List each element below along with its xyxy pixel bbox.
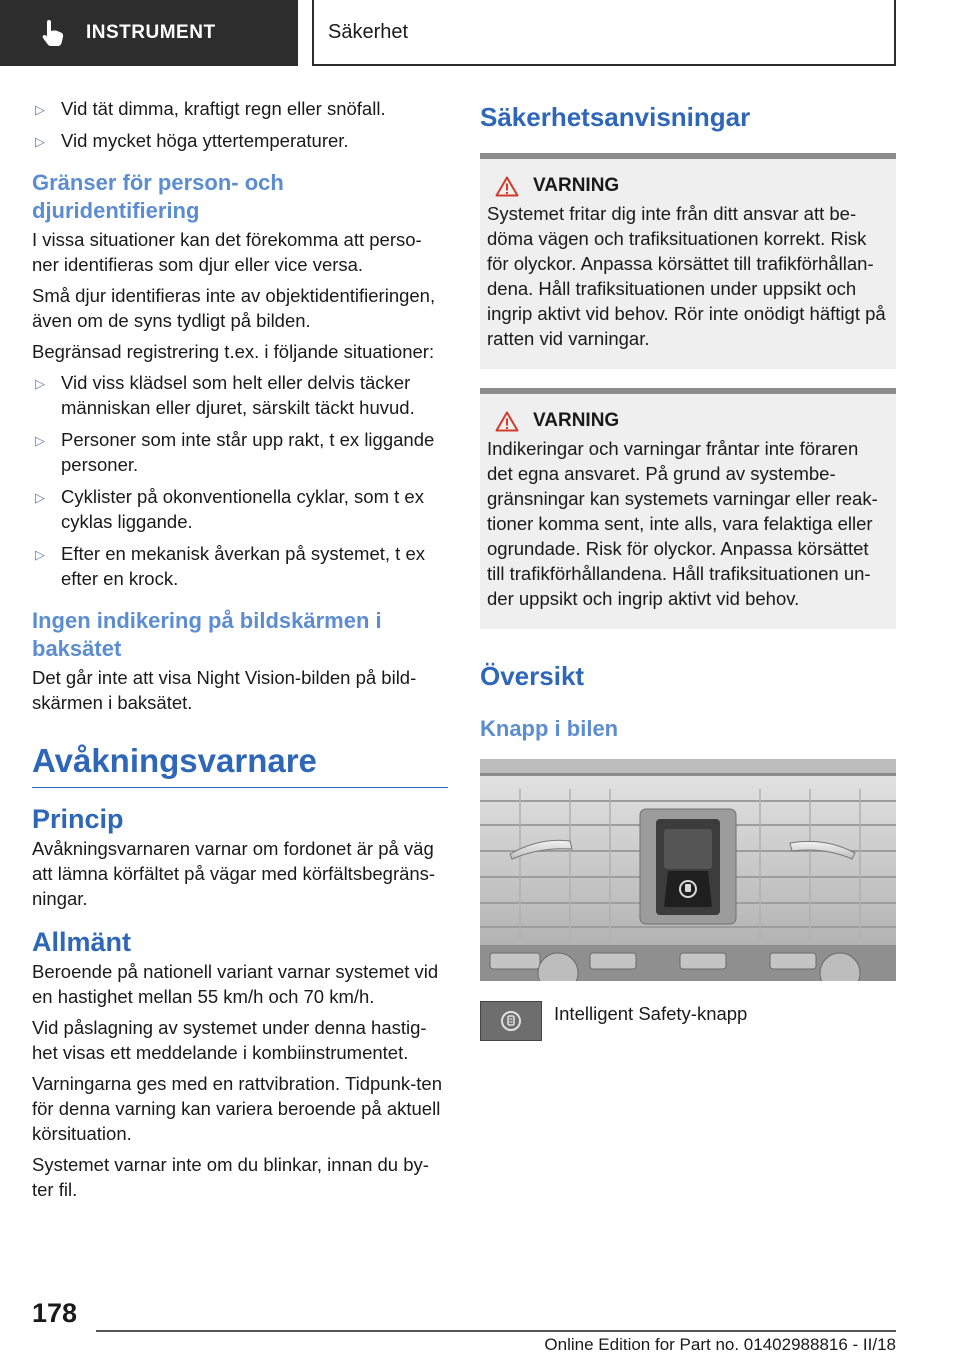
dashboard-photo xyxy=(480,759,896,981)
list-item: ▷ Personer som inte står upp rakt, t ex liggande personer. xyxy=(32,427,448,477)
warning-label: VARNING xyxy=(533,175,620,196)
page-title: Säkerhet xyxy=(312,0,896,66)
intelligent-safety-icon xyxy=(500,1010,522,1032)
heading-rear-display: Ingen indikering på bildskärmen i baksätet xyxy=(32,608,382,661)
footer-divider xyxy=(96,1330,896,1332)
section-heading-lane-departure: Avåkningsvarnare xyxy=(32,741,448,788)
page-number: 178 xyxy=(32,1298,78,1328)
figure-caption: Intelligent Safety-knapp xyxy=(554,1003,748,1024)
edition-footer: Online Edition for Part no. 01402988816 - II/18 xyxy=(544,1335,896,1354)
warning-box xyxy=(480,388,896,629)
safety-button-thumbnail xyxy=(480,1001,542,1041)
list-item: ▷ Efter en mekanisk åverkan på systemet, t ex efter en krock. xyxy=(32,541,448,591)
warning-triangle-icon xyxy=(495,411,519,432)
heading-overview: Översikt xyxy=(480,661,585,691)
heading-general: Allmänt xyxy=(32,927,132,957)
pointing-hand-icon xyxy=(40,18,66,48)
figure-caption-row xyxy=(480,1001,896,1041)
paragraph: Begränsad registrering t.ex. i följande situationer: xyxy=(32,341,435,362)
dashboard-vents-illustration xyxy=(480,759,896,981)
section-tab[interactable] xyxy=(0,0,298,66)
warning-triangle-icon xyxy=(495,176,519,197)
section-tab-label: INSTRUMENT xyxy=(86,22,216,43)
warning-text: Systemet fritar dig inte från ditt ansvar att be-döma vägen och trafiksituationen korrekt. Risk för olyckor. Anpassa körsättet till trafikförhållan-dena. Håll trafiksituationen under uppsikt och ingrip aktivt vid behov. Rör inte onödigt häftigt på ratten vid varningar. xyxy=(487,203,886,349)
warning-text: Indikeringar och varningar fråntar inte föraren det egna ansvaret. På grund av systembe-gränsningar kan systemets varningar eller reak-tioner komma sent, inte alls, vara felaktiga eller ogrundade. Risk för olyckor. Anpassa körsättet till trafikförhållandena. Håll trafiksituationen un-der uppsikt och ingrip aktivt vid behov. xyxy=(487,438,878,609)
paragraph: I vissa situationer kan det förekomma att perso-ner identifieras som djur eller vice versa. xyxy=(32,229,422,275)
heading-principle: Princip xyxy=(32,804,124,834)
paragraph: Beroende på nationell variant varnar systemet vid en hastighet mellan 55 km/h och 70 km/h. xyxy=(32,961,439,1007)
paragraph: Små djur identifieras inte av objektidentifieringen, även om de syns tydligt på bilden. xyxy=(32,285,436,331)
list-item: ▷ Vid viss klädsel som helt eller delvis täcker människan eller djuret, särskilt täckt huvud. xyxy=(32,370,448,420)
left-column xyxy=(32,96,448,1208)
paragraph: Vid påslagning av systemet under denna hastig-het visas ett meddelande i kombiinstrumentet. xyxy=(32,1017,427,1063)
paragraph: Systemet varnar inte om du blinkar, innan du by-ter fil. xyxy=(32,1154,429,1200)
warning-label: VARNING xyxy=(533,410,620,431)
heading-limits: Gränser för person- och djuridentifiering xyxy=(32,170,284,223)
list-item: ▷ Vid tät dimma, kraftigt regn eller snöfall. xyxy=(32,96,448,121)
heading-button-in-car: Knapp i bilen xyxy=(480,716,619,741)
heading-safety-instructions: Säkerhetsanvisningar xyxy=(480,102,751,132)
list-item: ▷ Vid mycket höga yttertemperaturer. xyxy=(32,128,448,153)
list-item: ▷ Cyklister på okonventionella cyklar, som t ex cyklas liggande. xyxy=(32,484,448,534)
warning-box xyxy=(480,153,896,369)
paragraph: Varningarna ges med en rattvibration. Tidpunk-ten för denna varning kan variera beroende på aktuell körsituation. xyxy=(32,1073,442,1144)
right-column xyxy=(480,96,896,1041)
paragraph: Det går inte att visa Night Vision-bilden på bild-skärmen i baksätet. xyxy=(32,667,417,713)
paragraph: Avåkningsvarnaren varnar om fordonet är på väg att lämna körfältet på vägar med körfältsbegräns-ningar. xyxy=(32,838,436,909)
